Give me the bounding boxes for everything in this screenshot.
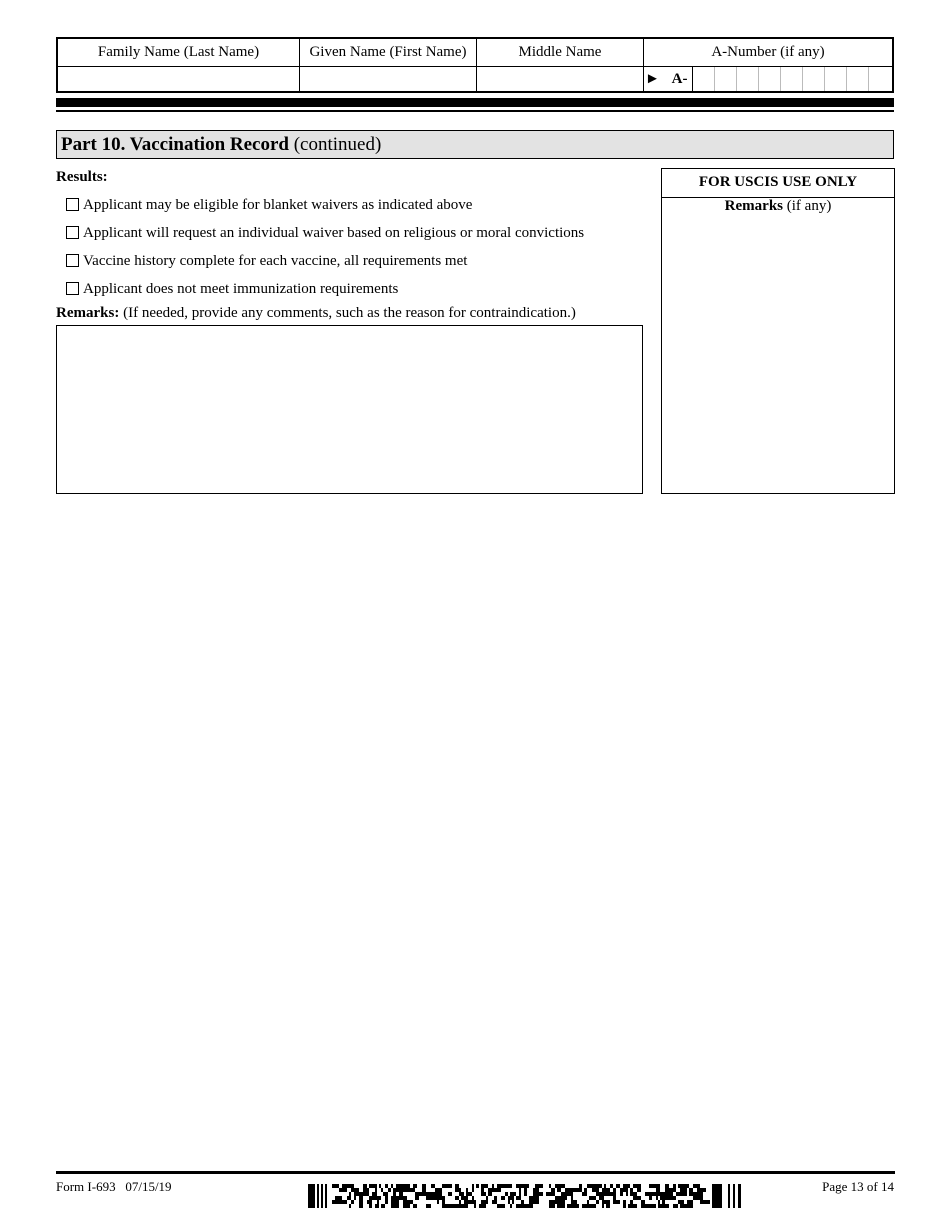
a-number-digit bbox=[846, 67, 868, 91]
result-option-not-met[interactable] bbox=[66, 279, 398, 299]
part-10-header bbox=[56, 130, 894, 159]
a-number-digit bbox=[868, 67, 890, 91]
remarks-label-instructions: (If needed, provide any comments, such as the reason for contraindication.) bbox=[123, 305, 576, 321]
page-number: Page 13 of 14 bbox=[822, 1179, 894, 1194]
middle-name-field[interactable] bbox=[477, 67, 643, 93]
arrow-right-icon: ► bbox=[645, 71, 660, 87]
a-number-digit bbox=[780, 67, 802, 91]
a-number-prefix bbox=[645, 68, 695, 90]
given-name-label: Given Name (First Name) bbox=[309, 44, 467, 60]
family-name-field[interactable] bbox=[58, 67, 299, 93]
checkbox[interactable] bbox=[66, 198, 79, 211]
checkbox[interactable] bbox=[66, 226, 79, 239]
header-rule-thick bbox=[56, 98, 894, 107]
result-option-history-complete[interactable] bbox=[66, 251, 467, 271]
a-number-digit bbox=[758, 67, 780, 91]
results-label: Results: bbox=[56, 169, 108, 185]
result-option-label: Applicant does not meet immunization requirements bbox=[83, 281, 399, 297]
family-name-label: Family Name (Last Name) bbox=[97, 44, 260, 60]
a-number-digit bbox=[714, 67, 736, 91]
barcode-icon bbox=[308, 1184, 743, 1208]
form-id: Form I-693 07/15/19 bbox=[56, 1179, 172, 1194]
a-number-digit bbox=[802, 67, 824, 91]
a-number-prefix-divider bbox=[692, 67, 693, 91]
result-option-label: Vaccine history complete for each vaccine, all requirements met bbox=[83, 253, 468, 269]
result-option-label: Applicant will request an individual waiver based on religious or moral convictions bbox=[83, 225, 585, 241]
a-number-digit bbox=[736, 67, 758, 91]
footer-rule bbox=[56, 1171, 895, 1174]
result-option-individual-waiver[interactable] bbox=[66, 223, 584, 243]
middle-name-column bbox=[477, 39, 644, 91]
uscis-use-only-box bbox=[661, 168, 895, 494]
checkbox[interactable] bbox=[66, 254, 79, 267]
uscis-remarks-bold: Remarks bbox=[724, 198, 783, 214]
remarks-label bbox=[56, 305, 576, 322]
remarks-label-bold: Remarks: bbox=[56, 305, 120, 321]
a-number-label: A-Number (if any) bbox=[711, 44, 825, 60]
remarks-textarea[interactable] bbox=[56, 325, 643, 494]
uscis-remarks-label bbox=[662, 197, 894, 215]
family-name-column bbox=[58, 39, 300, 91]
a-number-prefix-text: A- bbox=[671, 71, 688, 87]
result-option-label: Applicant may be eligible for blanket waivers as indicated above bbox=[83, 197, 473, 213]
header-rule-thin bbox=[56, 110, 894, 112]
uscis-remarks-rest: (if any) bbox=[786, 198, 832, 214]
part-title-suffix: (continued) bbox=[293, 134, 382, 155]
uscis-use-only-title: FOR USCIS USE ONLY bbox=[662, 169, 894, 198]
middle-name-label: Middle Name bbox=[518, 44, 602, 60]
part-title: Part 10. Vaccination Record bbox=[61, 134, 289, 155]
given-name-column bbox=[300, 39, 477, 91]
checkbox[interactable] bbox=[66, 282, 79, 295]
result-option-blanket-waiver[interactable] bbox=[66, 195, 472, 215]
given-name-field[interactable] bbox=[300, 67, 476, 93]
a-number-digit bbox=[824, 67, 846, 91]
